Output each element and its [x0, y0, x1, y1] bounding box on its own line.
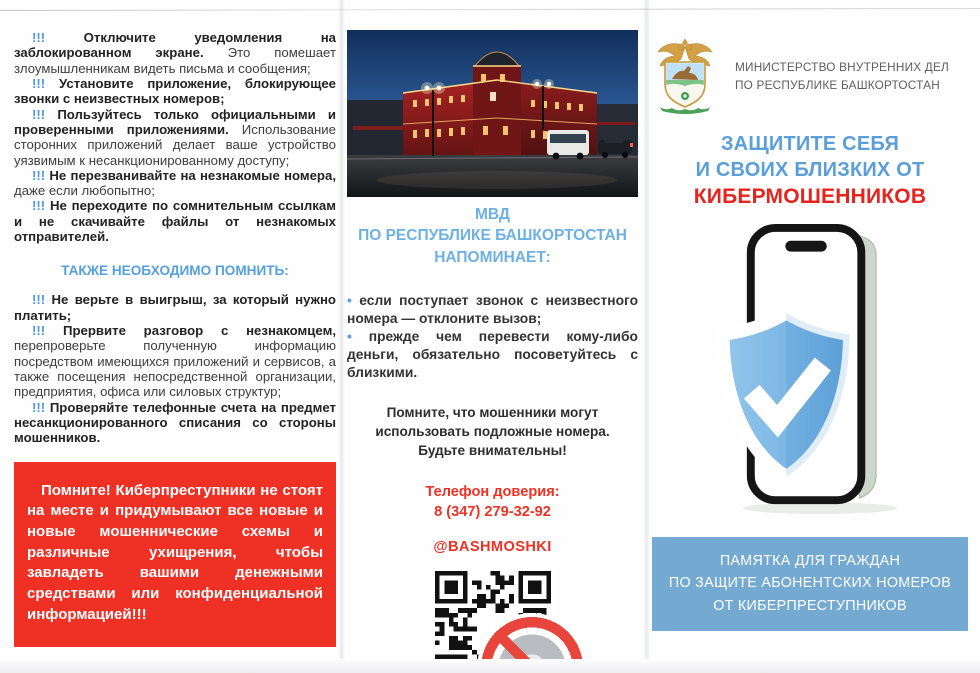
tip-bold-text: Отключите уведомления на заблокированном экране. — [14, 30, 336, 61]
ministry-header — [652, 38, 968, 114]
bullet-dot-icon: • — [347, 293, 352, 309]
tip-item — [14, 292, 336, 323]
triple-exclamation-marker: !!! — [32, 106, 46, 122]
ministry-name-line: ПО РЕСПУБЛИКЕ БАШКОРТОСТАН — [735, 78, 940, 92]
tip-item — [14, 168, 336, 199]
subtitle-line: ПАМЯТКА ДЛЯ ГРАЖДАН — [719, 553, 901, 570]
scan-edge-line — [0, 8, 980, 11]
triple-exclamation-marker: !!! — [32, 167, 46, 183]
ministry-name — [735, 58, 949, 95]
scan-bottom-edge — [0, 659, 980, 673]
tip-rest-text: перепроверьте полученную информацию посредством имеющихся приложений и сервисов, а также посещения непосредственной организации, предприятия, офиса или силовых структур; — [14, 338, 336, 400]
also-remember-heading: ТАКЖЕ НЕОБХОДИМО ПОМНИТЬ: — [61, 263, 289, 279]
tip-item — [14, 400, 336, 446]
triple-exclamation-marker: !!! — [32, 292, 46, 308]
tip-item — [14, 30, 336, 76]
fold-line — [338, 0, 345, 673]
subtitle-line: ПО ЗАЩИТЕ АБОНЕНТСКИХ НОМЕРОВ — [668, 575, 952, 592]
panel-mvd-reminder — [347, 30, 638, 673]
hotline-number: 8 (347) 279-32-92 — [434, 504, 551, 521]
tip-bold-text: Пользуйтесь только официальными и проверенными приложениями. — [14, 106, 336, 137]
tip-rest-text: Это помешает злоумышленникам видеть письма и сообщения; — [14, 45, 336, 76]
fake-numbers-note — [347, 403, 638, 461]
bullet-text: если поступает звонок с неизвестного номера — отклоните вызов; — [347, 293, 638, 327]
bullet-dot-icon: • — [347, 328, 352, 344]
title-line-blue: ЗАЩИТИТЕ СЕБЯ — [720, 133, 900, 155]
tip-bold-text: Прервите разговор с незнакомцем, — [62, 323, 336, 338]
tip-rest-text: даже если любопытно; — [14, 183, 155, 199]
note-line: Будьте внимательны! — [418, 443, 567, 459]
bus — [547, 130, 589, 159]
panel-cover — [652, 30, 968, 631]
triple-exclamation-marker: !!! — [32, 323, 46, 338]
tip-bold-text: Не переходите по сомнительным ссылкам и не скачивайте файлы от незнакомых отправителей. — [14, 198, 336, 245]
tip-bold-text: Установите приложение, блокирующее звонки с неизвестных номеров; — [14, 75, 336, 107]
hotline-label: Телефон доверия: — [425, 483, 560, 500]
qr-code-area — [347, 568, 638, 673]
note-line: Помните, что мошенники могут — [386, 404, 599, 420]
tip-item — [14, 323, 336, 400]
cybercriminals-warning-box: Помните! Киберпреступники не стоят на месте и придумывают все новые и новые мошеннические схемы и различные ухищрения, чтобы завладеть вашими денежными средствами или конфиденциальной информацией!!! — [14, 462, 336, 648]
triple-exclamation-marker: !!! — [32, 198, 46, 214]
bullet-item — [347, 328, 638, 382]
triple-exclamation-marker: !!! — [32, 75, 46, 91]
hotline-block — [347, 482, 638, 523]
brochure-subtitle-box — [652, 537, 968, 630]
qr-code — [432, 568, 554, 673]
tip-bold-text: Не перезванивайте на незнакомые номера, — [49, 167, 336, 183]
title-line-red: КИБЕРМОШЕННИКОВ — [693, 185, 927, 208]
bullet-text: прежде чем перевести кому-либо деньги, обязательно посоветуйтесь с близкими. — [347, 328, 638, 380]
brochure-title — [652, 131, 968, 210]
social-handle: @BASHMOSHKI — [433, 539, 552, 556]
tip-item — [14, 76, 336, 107]
phone-shield-illustration — [652, 222, 968, 518]
note-line: использовать подложные номера. — [375, 424, 610, 440]
title-line-blue: И СВОИХ БЛИЗКИХ ОТ — [695, 159, 925, 181]
fold-line — [643, 0, 650, 673]
tip-bold-text: Проверяйте телефонные счета на предмет несанкционированного списания со стороны мошенников. — [14, 399, 336, 446]
bullet-item — [347, 292, 638, 328]
heading-line: МВД — [475, 206, 510, 223]
mvd-bashkortostan-emblem — [652, 38, 718, 114]
tip-item — [14, 198, 336, 244]
heading-line: ПО РЕСПУБЛИКЕ БАШКОРТОСТАН — [358, 227, 627, 245]
panel-safety-tips — [14, 30, 336, 647]
tip-bold-text: Не верьте в выигрыш, за который нужно платить; — [14, 292, 336, 323]
tip-rest-text: Использование сторонних приложений делает ваше устройство уязвимым к несанкционированному доступу; — [14, 121, 336, 168]
tip-item — [14, 107, 336, 168]
ministry-name-line: МИНИСТЕРСТВО ВНУТРЕННИХ ДЕЛ — [735, 59, 949, 74]
heading-line: НАПОМИНАЕТ: — [434, 248, 551, 266]
subtitle-line: ОТ КИБЕРПРЕСТУПНИКОВ — [713, 597, 907, 614]
reminder-bullet-list — [347, 292, 638, 382]
mvd-reminds-heading — [347, 204, 638, 268]
mvd-building-night-photo — [347, 30, 638, 197]
triple-exclamation-marker: !!! — [32, 30, 46, 45]
triple-exclamation-marker: !!! — [32, 399, 46, 415]
